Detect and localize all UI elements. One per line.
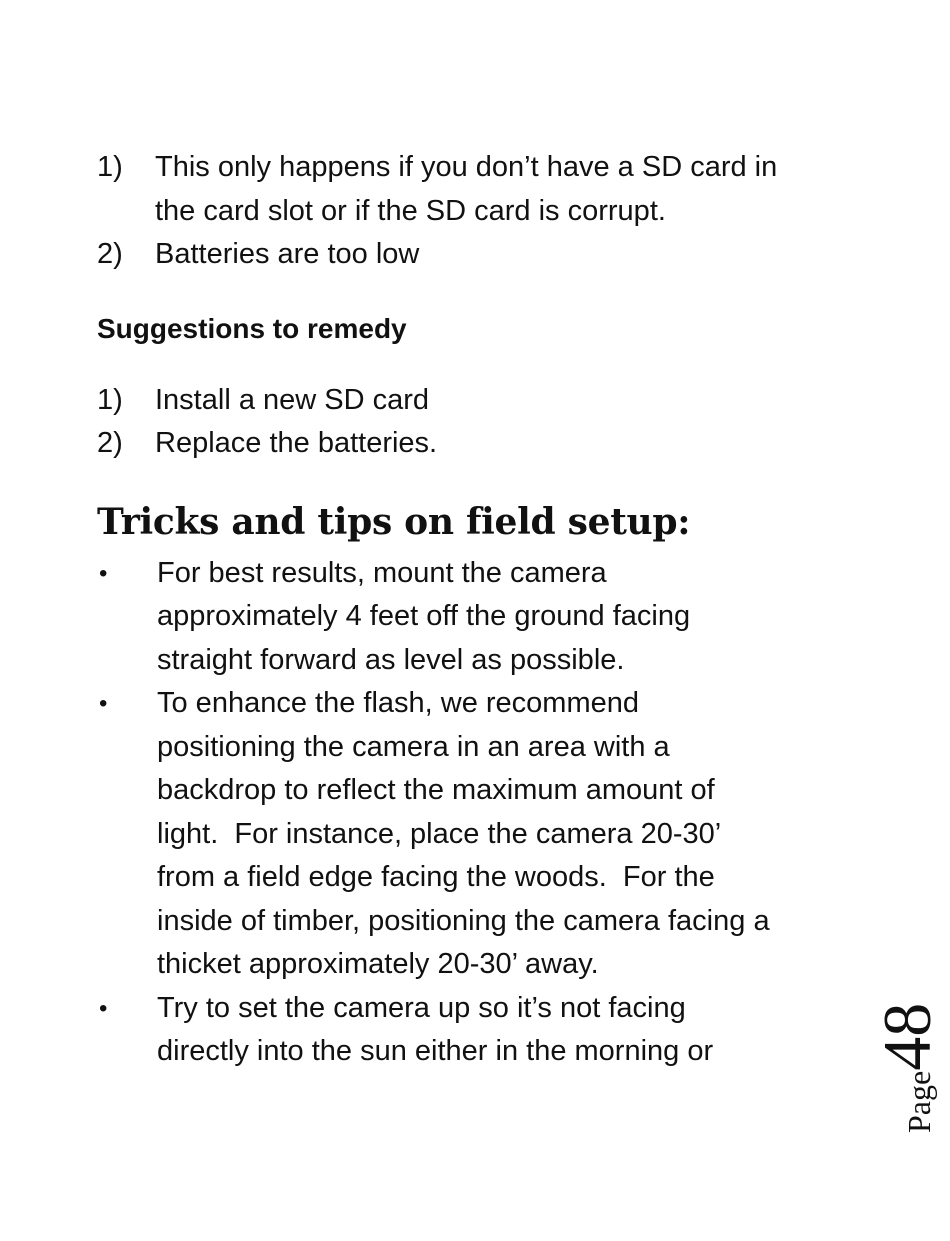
page-word: Page bbox=[901, 1070, 937, 1133]
list-item bbox=[97, 552, 857, 683]
suggestions-heading: Suggestions to remedy bbox=[97, 312, 407, 344]
page-content bbox=[97, 146, 857, 1074]
list-item-text: To enhance the flash, we recommend positioning the camera in an area with a backdrop to reflect the maximum amount of light. For instance, place the camera 20-30’ from a field edge facing the woods. For the inside of timber, positioning the camera facing a thicket approximately 20-30’ away. bbox=[157, 687, 770, 980]
tips-heading: Tricks and tips on field setup: bbox=[97, 500, 691, 543]
tips-list bbox=[97, 552, 857, 1074]
causes-list bbox=[97, 146, 857, 277]
bullet-icon: • bbox=[99, 559, 108, 587]
bullet-icon: • bbox=[99, 690, 108, 717]
list-item bbox=[97, 146, 857, 233]
list-item bbox=[97, 682, 857, 987]
list-marker: 1) bbox=[97, 383, 123, 416]
list-item-text: Replace the batteries. bbox=[155, 427, 438, 459]
list-item-text: This only happens if you don’t have a SD card in the card slot or if the SD card is corrupt. bbox=[155, 151, 778, 227]
list-item bbox=[97, 233, 857, 277]
list-item-text: For best results, mount the camera approximately 4 feet off the ground facing straight forward as level as possible. bbox=[157, 556, 691, 676]
remedies-list bbox=[97, 379, 857, 466]
page-number bbox=[869, 1002, 945, 1133]
list-marker: 1) bbox=[97, 151, 123, 183]
list-marker: 2) bbox=[97, 427, 123, 459]
bullet-icon: • bbox=[99, 994, 108, 1022]
list-item bbox=[97, 422, 857, 466]
list-marker: 2) bbox=[97, 238, 123, 270]
list-item-text: Batteries are too low bbox=[155, 238, 420, 270]
page-num: 48 bbox=[869, 1002, 945, 1071]
list-item-text: Install a new SD card bbox=[155, 383, 430, 416]
list-item bbox=[97, 987, 857, 1074]
list-item bbox=[97, 379, 857, 423]
list-item-text: Try to set the camera up so it’s not facing directly into the sun either in the morning or bbox=[157, 991, 714, 1067]
